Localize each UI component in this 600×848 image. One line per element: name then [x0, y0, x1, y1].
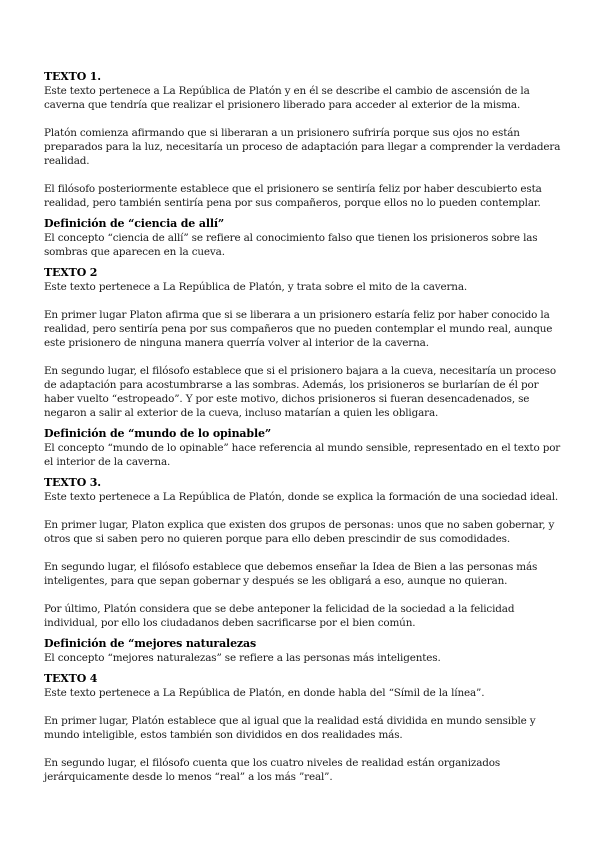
- section-heading: TEXTO 4: [44, 672, 98, 685]
- definition-text: El concepto “mejores naturalezas” se refiere a las personas más inteligentes.: [44, 652, 441, 664]
- section-heading: TEXTO 3.: [44, 476, 101, 489]
- definition-text: El concepto “mundo de lo opinable” hace referencia al mundo sensible, representado en el texto por el interior de la caverna.: [44, 442, 561, 468]
- paragraph: El filósofo posteriormente establece que el prisionero se sentiría feliz por haber descubierto esta realidad, pero también sentiría pena por sus compañeros, porque ellos no lo pueden contemplar.: [44, 183, 542, 209]
- section-heading: TEXTO 1.: [44, 70, 101, 83]
- paragraph: En segundo lugar, el filósofo establece que debemos enseñar la Idea de Bien a las personas más inteligentes, para que sepan gobernar y después se les obligará a eso, aunque no quieran.: [44, 561, 538, 587]
- definition-heading: Definición de “mejores naturalezas: [44, 637, 257, 650]
- document-page: [44, 70, 564, 784]
- paragraph: En segundo lugar, el filósofo establece que si el prisionero bajara a la cueva, necesitaría un proceso de adaptación para acostumbrarse a las sombras. Además, los prisioneros se burlarían de él por haber vuelto “estropeado”. Y por este motivo, dichos prisioneros si fueran desencadenados, se negaron a salir al exterior de la cueva, incluso matarían a quien les obligara.: [44, 365, 556, 419]
- section-heading: TEXTO 2: [44, 266, 98, 279]
- paragraph: Por último, Platón considera que se debe anteponer la felicidad de la sociedad a la felicidad individual, por ello los ciudadanos deben sacrificarse por el bien común.: [44, 603, 515, 629]
- paragraph: Este texto pertenece a La República de Platón, donde se explica la formación de una sociedad ideal.: [44, 491, 559, 503]
- paragraph: Platón comienza afirmando que si liberaran a un prisionero sufriría porque sus ojos no están preparados para la luz, necesitaría un proceso de adaptación para llegar a comprender la verdadera realidad.: [44, 127, 561, 167]
- paragraph: Este texto pertenece a La República de Platón, y trata sobre el mito de la caverna.: [44, 281, 468, 293]
- definition-heading: Definición de “ciencia de allí”: [44, 217, 225, 230]
- definition-text: El concepto “ciencia de allí” se refiere al conocimiento falso que tienen los prisioneros sobre las sombras que aparecen en la cueva.: [44, 232, 538, 258]
- paragraph: En primer lugar, Platon explica que existen dos grupos de personas: unos que no saben gobernar, y otros que si saben pero no quieren porque para ello deben prescindir de sus comodidades.: [44, 519, 555, 545]
- paragraph: En primer lugar, Platón establece que al igual que la realidad está dividida en mundo sensible y mundo inteligible, estos también son divididos en dos realidades más.: [44, 715, 536, 741]
- paragraph: En primer lugar Platon afirma que si se liberara a un prisionero estaría feliz por haber conocido la realidad, pero sentiría pena por sus compañeros que no pueden contemplar el mundo real, aunque este prisionero de ninguna manera querría volver al interior de la caverna.: [44, 309, 553, 349]
- paragraph: Este texto pertenece a La República de Platón y en él se describe el cambio de ascensión de la caverna que tendría que realizar el prisionero liberado para acceder al exterior de la misma.: [44, 85, 530, 111]
- paragraph: En segundo lugar, el filósofo cuenta que los cuatro niveles de realidad están organizados jerárquicamente desde lo menos “real” a los más ”real”.: [44, 757, 501, 783]
- paragraph: Este texto pertenece a La República de Platón, en donde habla del “Símil de la línea”.: [44, 687, 485, 699]
- definition-heading: Definición de “mundo de lo opinable”: [44, 427, 271, 440]
